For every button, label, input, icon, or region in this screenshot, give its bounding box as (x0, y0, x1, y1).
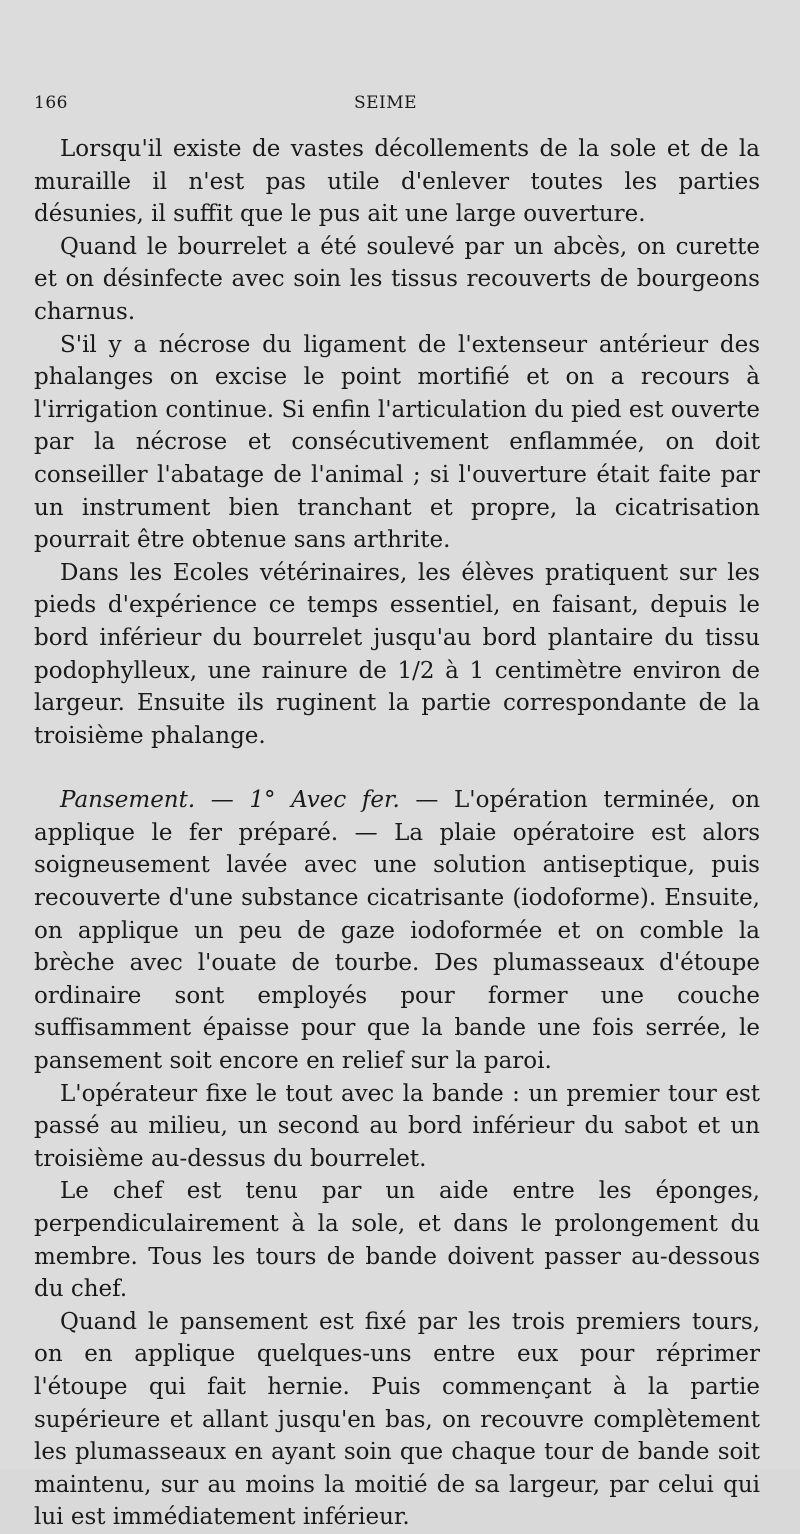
paragraph: S'il y a nécrose du ligament de l'extenseur antérieur des phalanges on excise le point mortifié et on a recours à l'irrigation continue. Si enfin l'articulation du pied est ouverte par la nécrose et consécutivement enflammée, on doit conseiller l'abatage de l'animal ; si l'ouverture était faite par un instrument bien tranchant et propre, la cicatrisation pourrait être obtenue sans arthrite. (34, 331, 760, 554)
page-number: 166 (34, 93, 68, 113)
pansement-text: L'opération terminée, on applique le fer préparé. — La plaie opératoire est alors soigneusement lavée avec une solution antiseptique, puis recouverte d'une substance cicatrisante (iodoforme). Ensuite, on applique un peu de gaze iodoformée et on comble la brèche avec l'ouate de tourbe. Des plumasseaux d'étoupe ordinaire sont employés pour former une couche suffisamment épaisse pour que la bande une fois serrée, le pansement soit encore en relief sur la paroi. (34, 787, 761, 1075)
page-body (34, 133, 760, 1534)
paragraph: L'opérateur fixe le tout avec la bande : un premier tour est passé au milieu, un second au bord inférieur du sabot et un troisième au-dessus du bourrelet. (34, 1080, 760, 1172)
paragraph: Le chef est tenu par un aide entre les éponges, perpendiculairement à la sole, et dans le prolongement du membre. Tous les tours de bande doivent passer au-dessous du chef. (34, 1178, 760, 1303)
subsection-heading: 1° Avec fer. (249, 787, 400, 814)
paragraph: Lorsqu'il existe de vastes décollements de la sole et de la muraille il n'est pas utile d'enlever toutes les parties désunies, il suffit que le pus ait une large ouverture. (34, 136, 760, 228)
pansement-paragraph: Pansement. — 1° Avec fer. — L'opération terminée, on applique le fer préparé. — La plaie opératoire est alors soigneusement lavée avec une solution antiseptique, puis recouverte d'une substance cicatrisante (iodoforme). Ensuite, on applique un peu de gaze iodoformée et on comble la brèche avec l'ouate de tourbe. Des plumasseaux d'étoupe ordinaire sont employés pour former une couche suffisamment épaisse pour que la bande une fois serrée, le pansement soit encore en relief sur la paroi. (34, 787, 761, 1075)
running-title: SEIME (354, 93, 418, 113)
paragraph: Dans les Ecoles vétérinaires, les élèves pratiquent sur les pieds d'expérience ce temps essentiel, en faisant, depuis le bord inférieur du bourrelet jusqu'au bord plantaire du tissu podophylleux, une rainure de 1/2 à 1 centimètre environ de largeur. Ensuite ils ruginent la partie correspondante de la troisième phalange. (34, 559, 760, 749)
paragraph: Quand le pansement est fixé par les trois premiers tours, on en applique quelques-uns entre eux pour réprimer l'étoupe qui fait hernie. Puis commençant à la partie supérieure et allant jusqu'en bas, on recouvre complètement les plumasseaux en ayant soin que chaque tour de bande soit maintenu, sur au moins la moitié de sa largeur, par celui qui lui est immédiatement inférieur. (34, 1308, 760, 1531)
page-header (34, 93, 760, 123)
section-heading: Pansement. (60, 787, 196, 814)
paragraph: Quand le bourrelet a été soulevé par un abcès, on curette et on désinfecte avec soin les tissus recouverts de bourgeons charnus. (34, 233, 760, 325)
